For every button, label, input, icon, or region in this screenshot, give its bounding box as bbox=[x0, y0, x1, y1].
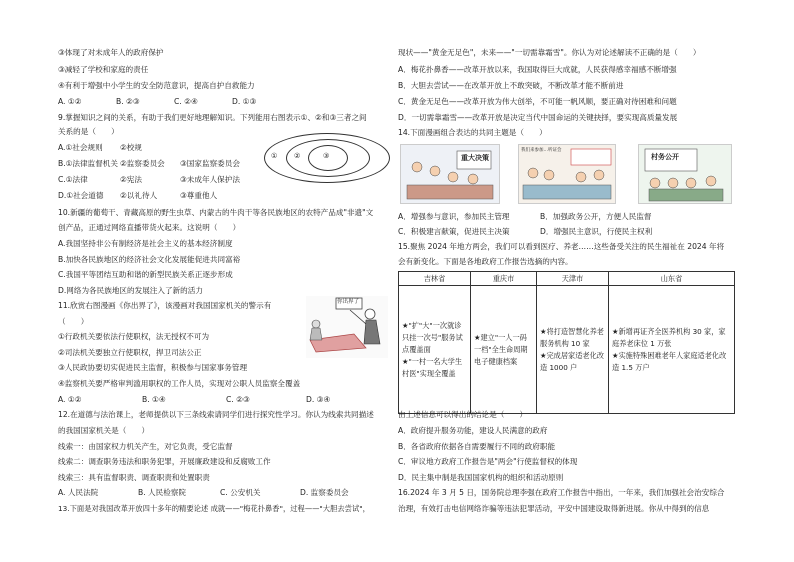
q8-item-3: ③体现了对未成年人的政府保护 bbox=[58, 48, 164, 57]
q14-cartoon-3 bbox=[638, 144, 732, 204]
q11-options bbox=[58, 396, 330, 404]
q9-c-3: ③未成年人保护法 bbox=[180, 175, 240, 184]
q12-stem-line1: 12.在道德与法治课上，老师提供以下三条线索请同学们进行探究性学习。你认为线索共同描述 bbox=[58, 410, 374, 419]
q15-subquestion: 由上述信息可以得出的结论是（ ） bbox=[398, 410, 528, 419]
q13-option-a[interactable]: A．梅花扑鼻香——改革开放以来，我国取得巨大成就，人民获得感幸福感不断增强 bbox=[398, 65, 677, 74]
table-cell-jilin: ★"扩"大"一次就诊只挂一次号"服务试点覆盖面 ★"一村一名大学生村医"实现全覆盖 bbox=[399, 286, 471, 414]
table-cell-tianjin: ★将打造智慧化养老服务机构 10 家 ★完成居家适老化改造 1000 户 bbox=[537, 286, 609, 414]
table-header-chongqing: 重庆市 bbox=[471, 272, 537, 286]
q9-b-1: B.①法律监督机关 bbox=[58, 159, 118, 168]
q12-option-c[interactable]: C. 公安机关 bbox=[220, 488, 261, 497]
q15-option-b[interactable]: B．各省政府依据各自需要履行不同的政府职能 bbox=[398, 442, 556, 451]
q15-stem-line1: 15.聚焦 2024 年地方两会，我们可以看到医疗、养老……这些备受关注的民生福祉在 2024 年将 bbox=[398, 242, 725, 251]
q11-option-c[interactable]: C. ②③ bbox=[226, 395, 250, 404]
table-header-shandong: 山东省 bbox=[609, 272, 735, 286]
q11-item-4: ④监察机关要严格审判滥用职权的工作人员，实现对公职人员监察全覆盖 bbox=[58, 379, 301, 388]
q14-option-c[interactable]: C．积极建言献策，促进民主决策 bbox=[398, 227, 510, 236]
q14-options-row2 bbox=[398, 228, 652, 236]
q9-option-d[interactable] bbox=[58, 192, 217, 200]
q9-a-2: ②校规 bbox=[120, 143, 142, 152]
q12-option-b[interactable]: B. 人民检察院 bbox=[138, 488, 187, 497]
q13-stem-cont: 现状——"黄金无足色"，未来——"一切需靠霜雪"。你认为对论述解读不正确的是（ ） bbox=[398, 48, 701, 57]
q8-option-a[interactable]: A. ①② bbox=[58, 97, 82, 106]
q11-stem-line2: （ ） bbox=[58, 317, 89, 326]
q11-item-2: ②司法机关要独立行使职权，捍卫司法公正 bbox=[58, 348, 202, 357]
q8-options bbox=[58, 98, 256, 106]
q14-option-a[interactable]: A．增强参与意识，参加民主管理 bbox=[398, 212, 510, 221]
q14-cartoon-2 bbox=[518, 144, 616, 204]
q9-c-2: ②宪法 bbox=[120, 175, 142, 184]
q8-item-3b: ③减轻了学校和家庭的责任 bbox=[58, 65, 149, 74]
q9-option-b[interactable] bbox=[58, 160, 240, 168]
q14-stem: 14.下面漫画组合表达的共同主题是（ ） bbox=[398, 128, 547, 137]
q9-b-2: ②监察委员会 bbox=[120, 159, 165, 168]
ring-label-1: ① bbox=[271, 152, 278, 160]
q11-item-3: ③人民政协要切实促进民主监督，积极参与国家事务管理 bbox=[58, 363, 248, 372]
q14-cartoon-2-drawing bbox=[519, 145, 615, 203]
q12-option-d[interactable]: D. 监察委员会 bbox=[300, 488, 349, 497]
q9-stem-line1: 9.掌握知识之间的关系，有助于我们更好地理解知识。下列能用右图表示①、②和③三者之间 bbox=[58, 113, 367, 122]
q11-cartoon-caption: 你出界了 bbox=[337, 299, 360, 305]
q15-option-d[interactable]: D．民主集中制是我国国家机构的组织和活动原则 bbox=[398, 473, 564, 482]
q15-report-table bbox=[398, 271, 735, 414]
q12-options bbox=[58, 489, 349, 497]
q9-venn-diagram bbox=[264, 133, 390, 183]
table-cell-chongqing: ★建立"一人一码一档"全生命周期电子健康档案 bbox=[471, 286, 537, 414]
q10-stem-line1: 10.新疆的葡萄干、青藏高原的野生虫草、内蒙古的牛肉干等各民族地区的农特产品成"非遗"文 bbox=[58, 208, 374, 217]
q11-stem-line1: 11.欣赏右图漫画《你出界了》，该漫画对我国国家机关的警示有 bbox=[58, 301, 272, 310]
q14-options-row1 bbox=[398, 213, 652, 221]
q11-option-d[interactable]: D. ③④ bbox=[306, 395, 331, 404]
q12-stem-line2: 的我国国家机关是（ ） bbox=[58, 426, 150, 435]
q9-stem-line2: 关系的是（ ） bbox=[58, 127, 119, 136]
q9-d-3: ③尊重他人 bbox=[180, 191, 218, 200]
q12-option-a[interactable]: A. 人民法院 bbox=[58, 488, 99, 497]
q10-stem-line2: 创产品，正通过网络直播带货火起来。这说明（ ） bbox=[58, 223, 241, 232]
q14-option-d[interactable]: D．增强民主意识，行使民主权利 bbox=[540, 227, 653, 236]
q9-b-3: ③国家监察委员会 bbox=[180, 159, 240, 168]
q12-clue-3: 线索三：具有监督职责、调查职责和处置职责 bbox=[58, 473, 210, 482]
q13-option-c[interactable]: C．黄金无足色——改革开放为伟大创举，不可能一帆风顺，要正确对待困难和问题 bbox=[398, 97, 677, 106]
q8-option-c[interactable]: C. ②④ bbox=[174, 97, 198, 106]
q13-option-d[interactable]: D．一切需靠霜雪——改革开放是决定当代中国命运的关键抉择，要实现高质量发展 bbox=[398, 113, 678, 122]
q14-cartoon-2-caption: 我们来参加…听证会 bbox=[521, 148, 562, 153]
q9-c-1: C.①法律 bbox=[58, 175, 88, 184]
q15-stem-line2: 会有新变化。下面是各地政府工作报告选摘的内容。 bbox=[398, 257, 573, 266]
q13-stem: 13.下面是对我国改革开放四十多年的精要论述 成就——"梅花扑鼻香"，过程——"大胆去尝试"， bbox=[58, 504, 370, 513]
table-header-tianjin: 天津市 bbox=[537, 272, 609, 286]
q9-d-2: ②以礼待人 bbox=[120, 191, 158, 200]
q15-option-a[interactable]: A．政府提升服务功能，建设人民满意的政府 bbox=[398, 426, 548, 435]
q11-item-1: ①行政机关要依法行使职权，法无授权不可为 bbox=[58, 332, 210, 341]
q10-option-b[interactable]: B.加快各民族地区的经济社会文化发展能促进共同富裕 bbox=[58, 255, 241, 264]
q12-clue-2: 线索二：调查职务违法和职务犯罪，开展廉政建设和反腐败工作 bbox=[58, 457, 271, 466]
q14-option-b[interactable]: B．加强政务公开，方便人民监督 bbox=[540, 212, 652, 221]
q8-item-4: ④有利于增强中小学生的安全防范意识，提高自护自救能力 bbox=[58, 81, 255, 90]
table-cell-shandong: ★新增再证齐全医养机构 30 家，家庭养老床位 1 万张 ★实施特殊困难老年人家庭适老化改造 1.5 万户 bbox=[609, 286, 735, 414]
q10-option-d[interactable]: D.网络为各民族地区的发展注入了新的活力 bbox=[58, 286, 203, 295]
table-row bbox=[399, 286, 735, 414]
q8-option-b[interactable]: B. ②③ bbox=[116, 97, 140, 106]
q14-cartoon-3-caption: 村务公开 bbox=[651, 153, 679, 161]
table-header-jilin: 吉林省 bbox=[399, 272, 471, 286]
q14-cartoon-1-caption: 重大决策 bbox=[461, 154, 489, 162]
q16-stem-line2: 治理，有效打击电信网络诈骗等违法犯罪活动，平安中国建设取得新进展。你从中得到的信息 bbox=[398, 504, 710, 513]
ring-label-3: ③ bbox=[323, 152, 330, 160]
q9-option-c[interactable] bbox=[58, 176, 240, 184]
q12-clue-1: 线索一：由国家权力机关产生，对它负责，受它监督 bbox=[58, 442, 233, 451]
q9-d-1: D.①社会道德 bbox=[58, 191, 104, 200]
q14-cartoon-1 bbox=[400, 144, 500, 204]
q8-option-d[interactable]: D. ①③ bbox=[232, 97, 257, 106]
q11-option-a[interactable]: A. ①② bbox=[58, 395, 82, 404]
q10-option-c[interactable]: C.我国平等团结互助和谐的新型民族关系正逐步形成 bbox=[58, 270, 233, 279]
q16-stem-line1: 16.2024 年 3 月 5 日，国务院总理李强在政府工作报告中指出，一年来，我们加强社会治安综合 bbox=[398, 488, 725, 497]
table-header-row bbox=[399, 272, 735, 286]
q10-option-a[interactable]: A.我国坚持非公有制经济是社会主义的基本经济制度 bbox=[58, 239, 233, 248]
q9-option-a[interactable] bbox=[58, 144, 194, 152]
q11-option-b[interactable]: B. ①④ bbox=[142, 395, 166, 404]
q13-option-b[interactable]: B．大胆去尝试——在改革开放上不敢突破，不断改革才能不断前进 bbox=[398, 81, 624, 90]
q11-cartoon-image bbox=[306, 296, 388, 358]
q9-a-1: A.①社会规则 bbox=[58, 143, 103, 152]
q15-option-c[interactable]: C．审议地方政府工作报告是"两会"行使监督权的体现 bbox=[398, 457, 578, 466]
ring-label-2: ② bbox=[294, 152, 301, 160]
